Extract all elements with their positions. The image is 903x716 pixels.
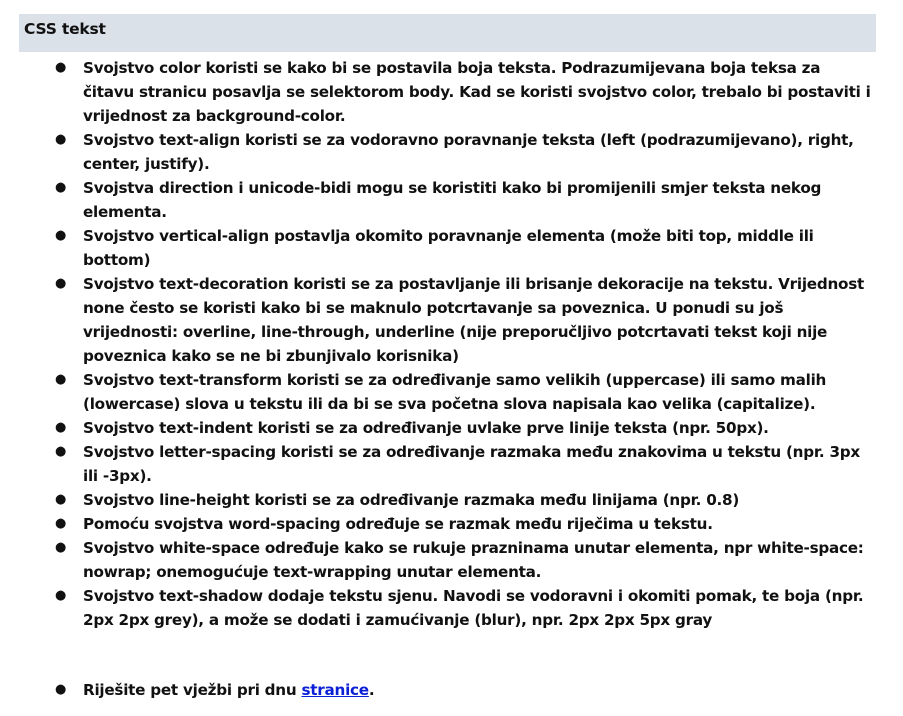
exercise-text-end: . (368, 681, 375, 699)
bullet-icon: ● (55, 682, 67, 697)
list-item-text: Svojstvo text-transform koristi se za određivanje samo velikih (uppercase) ili samo malih (lowercase) slova u tekstu ili da bi se sva početna slova napisala kao velika (capitalize). (83, 371, 827, 413)
list-item-text: Svojstvo letter-spacing koristi se za određivanje razmaka među znakovima u tekstu (npr. 3px ili -3px). (83, 443, 860, 485)
list-item (55, 536, 875, 584)
section-title: CSS tekst (24, 20, 106, 38)
list-item-text: Svojstva direction i unicode-bidi mogu se koristiti kako bi promijenili smjer teksta nekog elementa. (83, 179, 822, 221)
list-item (55, 416, 875, 440)
list-item (55, 368, 875, 416)
bullet-icon: ● (55, 228, 67, 243)
list-item (55, 440, 875, 488)
stranice-link[interactable]: stranice (301, 681, 369, 699)
list-item-text: Svojstvo text-indent koristi se za određivanje uvlake prve linije teksta (npr. 50px). (83, 419, 769, 437)
list-item (55, 488, 875, 512)
list-item-text: Svojstvo vertical-align postavlja okomito poravnanje elementa (može biti top, middle ili bottom) (83, 227, 814, 269)
bullet-icon: ● (55, 516, 67, 531)
list-item-text: Svojstvo white-space određuje kako se rukuje prazninama unutar elementa, npr white-space: nowrap; onemogućuje text-wrapping unutar elementa. (83, 539, 864, 581)
list-item-text: Svojstvo text-shadow dodaje tekstu sjenu. Navodi se vodoravni i okomiti pomak, te boja (npr. 2px 2px grey), a može se dodati i zamućivanje (blur), npr. 2px 2px 5px gray (83, 587, 864, 629)
bullet-icon: ● (55, 276, 67, 291)
exercise-text: Riješite pet vježbi pri dnu (83, 681, 302, 699)
list-item (55, 224, 875, 272)
bullet-icon: ● (55, 132, 67, 147)
exercise-list (55, 678, 875, 702)
bullet-icon: ● (55, 60, 67, 75)
list-item-text: Svojstvo text-decoration koristi se za postavljanje ili brisanje dekoracije na tekstu. Vrijednost none često se koristi kako bi se maknulo potcrtavanje sa poveznica. U ponudi su još vrijednosti: overline, line-through, underline (nije preporučljivo potcrtavati tekst koji nije poveznica kako se ne bi zbunjivalo korisnika) (83, 275, 865, 365)
bullet-icon: ● (55, 588, 67, 603)
bullet-icon: ● (55, 444, 67, 459)
bullet-icon: ● (55, 372, 67, 387)
list-item (55, 584, 875, 632)
list-item-text: Svojstvo line-height koristi se za određivanje razmaka među linijama (npr. 0.8) (83, 491, 740, 509)
list-item (55, 512, 875, 536)
list-item (55, 56, 875, 128)
list-item (55, 176, 875, 224)
list-item-text: Pomoću svojstva word-spacing određuje se razmak među riječima u tekstu. (83, 515, 713, 533)
list-item-text: Svojstvo text-align koristi se za vodoravno poravnanje teksta (left (podrazumijevano), right, center, justify). (83, 131, 854, 173)
section-header (19, 14, 876, 52)
bullet-icon: ● (55, 180, 67, 195)
list-item-text: Svojstvo color koristi se kako bi se postavila boja teksta. Podrazumijevana boja teksa za čitavu stranicu posavlja se selektorom body. Kad se koristi svojstvo color, trebalo bi postaviti i vrijednost za background-color. (83, 59, 871, 125)
list-item (55, 128, 875, 176)
exercise-item (55, 678, 875, 702)
list-item (55, 272, 875, 368)
bullet-icon: ● (55, 492, 67, 507)
bullet-icon: ● (55, 420, 67, 435)
css-text-bullet-list (55, 56, 875, 632)
bullet-icon: ● (55, 540, 67, 555)
